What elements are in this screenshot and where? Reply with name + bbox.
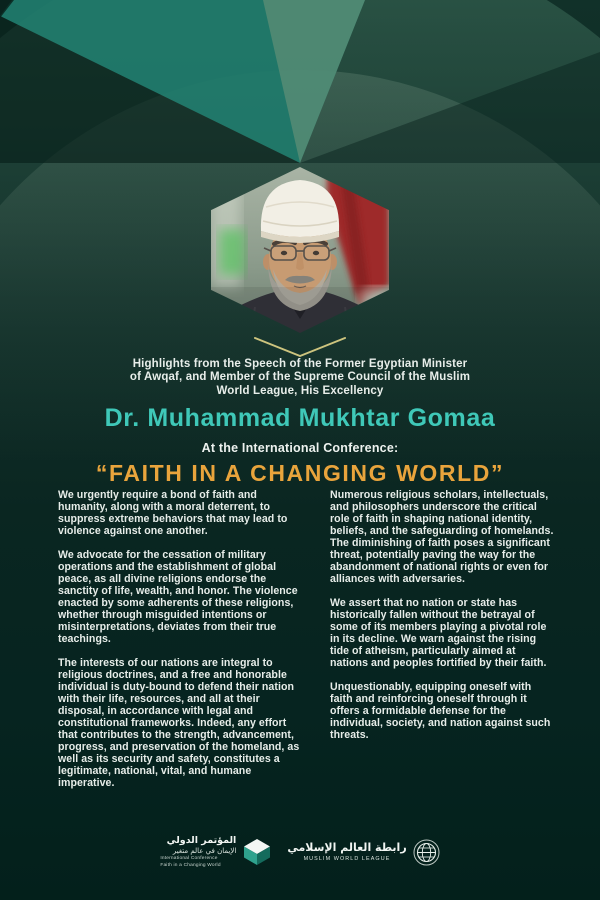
conference-logo — [160, 836, 272, 868]
mwl-english-name: MUSLIM WORLD LEAGUE — [303, 856, 391, 863]
paragraph: We advocate for the cessation of military operations and the establishment of global peace, as all divine religions endorse the sanctity of life, wealth, and honor. The violence enacted by some adherents of these religions, whether through misguided intentions or misinterpretations, deviates from their true teachings. — [58, 549, 298, 645]
speaker-name: Dr. Muhammad Mukhtar Gomaa — [104, 404, 496, 433]
conference-logo-arabic-2: الإيمان في عالم متغير — [172, 847, 237, 855]
conference-label: At the International Conference: — [201, 441, 399, 456]
conference-logo-text — [160, 836, 236, 868]
conference-title: “FAITH IN A CHANGING WORLD” — [95, 460, 505, 487]
speech-column-right — [330, 489, 554, 801]
speech-column-left — [58, 489, 306, 801]
paragraph: Numerous religious scholars, intellectuals, and philosophers underscore the critical role of faith in shaping national identity, beliefs, and the safeguarding of homelands. The diminishing of faith poses a significant threat, potentially paving the way for the abandonment of national rights or even for alliances with adversaries. — [330, 489, 554, 585]
intro-line-1: Highlights from the Speech of the Former Egyptian Minister — [132, 358, 468, 370]
intro-line-2: of Awqaf, and Member of the Supreme Council of the Muslim — [129, 371, 471, 384]
footer-logos — [0, 836, 600, 868]
hexagon-cube-icon — [242, 838, 272, 866]
intro-line-3: World League, His Excellency — [216, 384, 384, 397]
muslim-world-league-logo — [287, 839, 439, 866]
conference-logo-english-2: Faith in a Changing World — [160, 862, 221, 868]
background-green-light — [219, 229, 245, 275]
paragraph: We assert that no nation or state has historically fallen without the betrayal of some of its members playing a pivotal role in its decline. We warn against the rising tide of atheism, particularly aimed at nations and peoples fortified by their faith. — [330, 597, 547, 669]
paragraph: Unquestionably, equipping oneself with faith and reinforcing oneself through it offers a formidable defense for the individual, society, and nation against such threats. — [330, 681, 551, 741]
globe-emblem-icon — [413, 839, 440, 866]
headline-block — [0, 358, 600, 487]
paragraph: The interests of our nations are integral to religious doctrines, and a free and honorable individual is duty-bound to defend their nation with their life, resources, and all at their disposal, in accordance with legal and constitutional frameworks. Indeed, any effort that contributes to the strength, advancement, progress, and preservation of the homeland, as well as its security and safety, constitutes a legitimate, national, vital, and humane imperative. — [58, 657, 300, 789]
mwl-arabic-calligraphy: رابطة العالم الإسلامي — [287, 841, 407, 855]
chevron-down-icon — [253, 335, 347, 359]
conference-logo-english-1: International Conference — [160, 856, 218, 861]
speech-body — [58, 489, 554, 801]
mwl-logo-text — [287, 842, 406, 862]
conference-logo-arabic-1: المؤتمر الدولي — [166, 835, 237, 846]
paragraph: We urgently require a bond of faith and humanity, along with a moral deterrent, to suppress extreme behaviors that may lead to violence against one another. — [58, 489, 288, 537]
